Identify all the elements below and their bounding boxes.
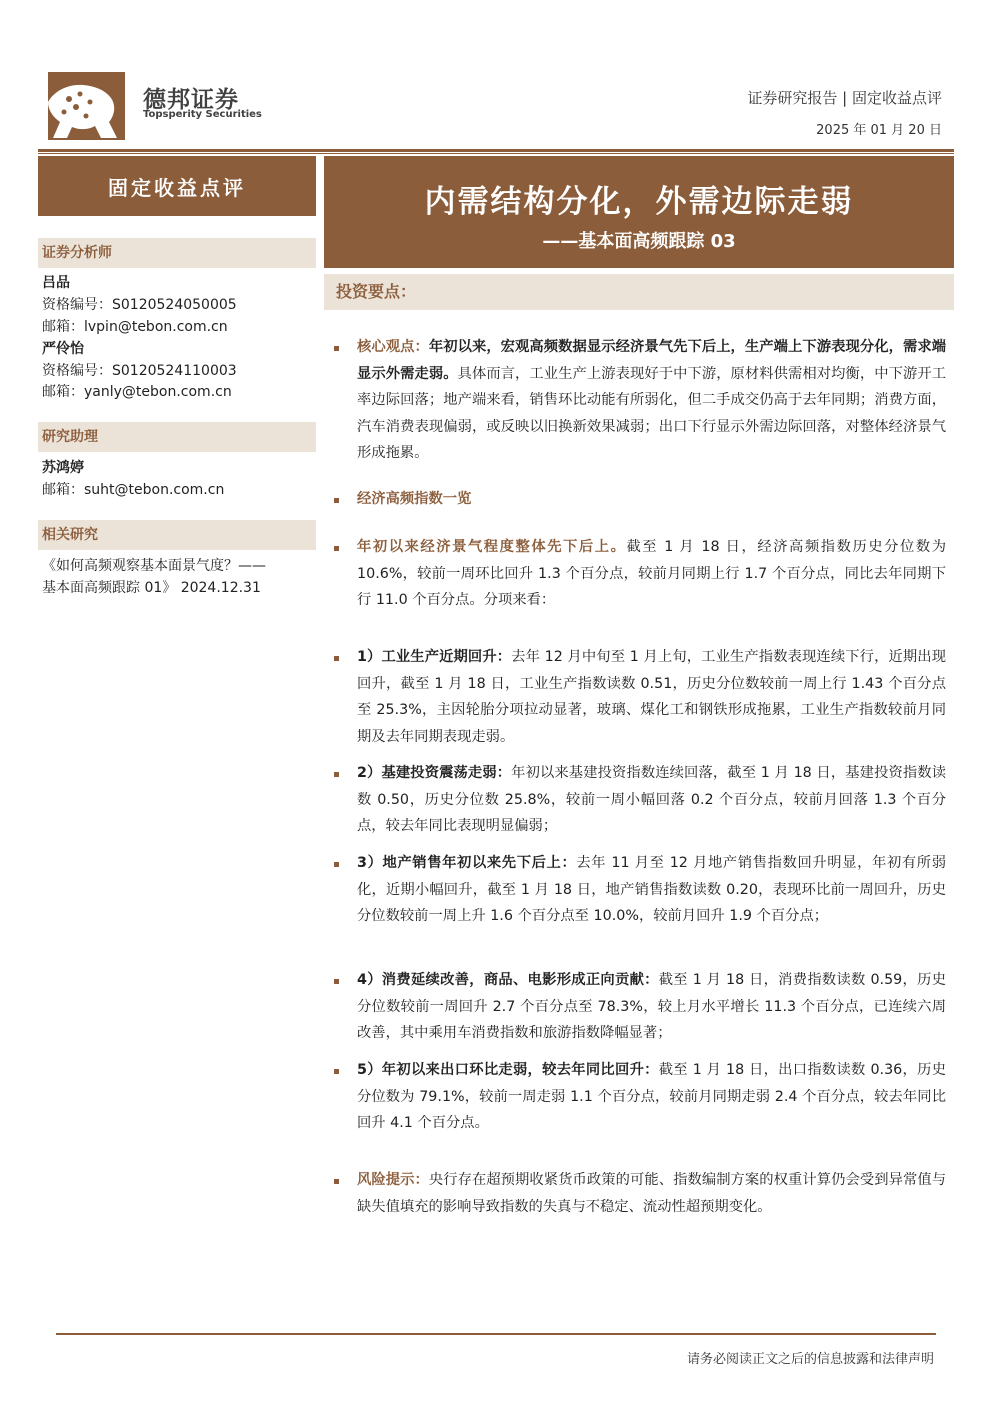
para-text: 截至 1 月 18 日，经济高频指数历史分位数为 10.6%，较前一周环比回升 1.3 个百分点，较前月同期上行 1.7 个百分点，同比去年同期下行 11.0 个百分点。分项来看： [357,539,946,608]
header-rule-thin [38,153,954,154]
report-type: 证券研究报告 | 固定收益点评 [747,89,942,107]
brand-name-cn: 德邦证券 [143,87,239,113]
leopard-logo-icon [45,72,125,140]
report-subtitle: ——基本面高频跟踪 03 [542,231,736,252]
item-text: 截至 1 月 18 日，消费指数读数 0.59，历史分位数较前一周回升 2.7 个百分点至 78.3%，较上月水平增长 11.3 个百分点，已连续六周改善，其中乘用车消费指数和旅游指数降幅显著； [357,972,946,1041]
risk-paragraph [334,1167,946,1220]
square-bullet-icon [334,1069,339,1074]
item-infrastructure [334,760,946,840]
para-label: 风险提示： [357,1172,429,1188]
square-bullet-icon [334,1179,339,1184]
para-text: 具体而言，工业生产上游表现好于中下游，原材料供需相对均衡，中下游开工率边际回落；地产端来看，销售环比动能有所弱化，但二手成交仍高于去年同期；消费方面，汽车消费表现偏弱，或反映以旧换新效果减弱；出口下行显示外需边际回落，对整体经济景气形成拖累。 [357,365,947,461]
square-bullet-icon [334,498,339,503]
footer-disclaimer: 请务必阅读正文之后的信息披露和法律声明 [686,1352,934,1367]
core-view-paragraph [334,334,946,467]
item-label: 5）年初以来出口环比走弱，较去年同比回升： [357,1062,659,1078]
item-text: 年初以来基建投资指数连续回落，截至 1 月 18 日，基建投资指数读数 0.50，历史分位数 25.8%，较前一周小幅回落 0.2 个百分点，较前月回落 1.3 个百分点，较去年同比表现明显偏弱； [357,765,946,834]
related-report-line2[interactable]: 基本面高频跟踪 01》 2024.12.31 [42,580,261,596]
square-bullet-icon [334,772,339,777]
para-label: 年初以来经济景气程度整体先下后上。 [357,539,627,555]
item-text: 去年 12 月中旬至 1 月上旬，工业生产指数表现连续下行，近期出现回升，截至 1 月 18 日，工业生产指数读数 0.51，历史分位数较前一周上行 1.43 个百分点至 25.3%，主因轮胎分项拉动显著，玻璃、煤化工和钢铁形成拖累，工业生产指数较前月同期及去年同期表现走弱。 [357,649,946,745]
analyst-cert: 资格编号：S0120524050005 [42,297,237,313]
item-label: 2）基建投资震荡走弱： [357,765,512,781]
item-label: 4）消费延续改善，商品、电影形成正向贡献： [357,972,659,988]
analyst-email[interactable]: 邮箱：yanly@tebon.com.cn [42,384,232,400]
item-property [334,850,946,930]
related-report-line1[interactable]: 《如何高频观察基本面景气度？—— [42,558,266,574]
section-heading-item [334,486,946,513]
para-text: 央行存在超预期收紧货币政策的可能、指数编制方案的权重计算仍会受到异常值与缺失值填充的影响导致指数的失真与不稳定、流动性超预期变化。 [357,1172,947,1215]
assistant-heading: 研究助理 [38,422,316,452]
analyst-email[interactable]: 邮箱：lvpin@tebon.com.cn [42,319,228,335]
item-industrial [334,644,946,750]
square-bullet-icon [334,546,339,551]
analyst-cert: 资格编号：S0120524110003 [42,363,237,379]
para-label: 核心观点： [357,339,429,355]
square-bullet-icon [334,346,339,351]
analysts-heading: 证券分析师 [38,238,316,268]
header-rule [38,149,954,152]
analyst-name: 吕品 [42,275,70,291]
analyst-name: 严伶怡 [42,341,84,357]
square-bullet-icon [334,656,339,661]
item-export [334,1057,946,1137]
item-label: 3）地产销售年初以来先下后上： [357,855,577,871]
assistant-email[interactable]: 邮箱：suht@tebon.com.cn [42,482,225,498]
square-bullet-icon [334,862,339,867]
footer-rule [56,1333,936,1335]
item-consumption [334,967,946,1047]
related-heading: 相关研究 [38,520,316,550]
key-points-heading: 投资要点： [324,274,954,310]
item-text: 去年 11 月至 12 月地产销售指数回升明显，年初有所弱化，近期小幅回升，截至 1 月 18 日，地产销售指数读数 0.20，表现环比前一周回升，历史分位数较前一周上升 1.6 个百分点至 10.0%，较前月回升 1.9 个百分点； [357,855,946,924]
title-banner [324,156,954,268]
overview-paragraph [334,534,946,614]
square-bullet-icon [334,979,339,984]
brand-name-en: Topsperity Securities [143,109,262,120]
item-text: 截至 1 月 18 日，出口指数读数 0.36，历史分位数为 79.1%，较前一周走弱 1.1 个百分点，较前月同期走弱 2.4 个百分点，较去年同比回升 4.1 个百分点。 [357,1062,946,1131]
item-label: 1）工业生产近期回升： [357,649,512,665]
para-bold: 年初以来，宏观高频数据显示经济景气先下后上，生产端上下游表现分化，需求端显示外需走弱。 [357,339,947,382]
section-heading: 经济高频指数一览 [357,491,472,507]
category-banner: 固定收益点评 [38,156,316,216]
report-title: 内需结构分化，外需边际走弱 [424,184,854,220]
assistant-name: 苏鸿婷 [42,460,84,476]
report-date: 2025 年 01 月 20 日 [816,123,942,138]
